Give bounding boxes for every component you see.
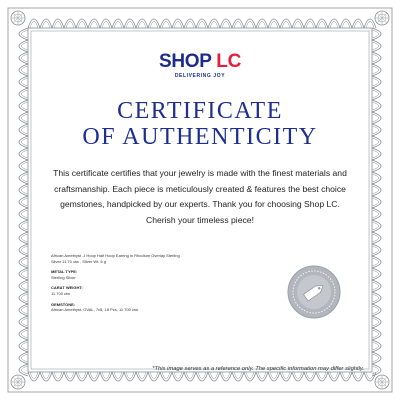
tag-seal-icon <box>286 264 342 320</box>
brand-logo <box>36 52 364 79</box>
product-description-line2: Silver 11.70 ctw , Silver Wt. 6 g <box>51 258 107 264</box>
logo-tagline: DELIVERING JOY <box>174 73 226 79</box>
carat-weight-block <box>51 285 281 296</box>
certificate-title-line1: CERTIFICATE <box>117 98 283 124</box>
statement-line-3: gemstones, handpicked by our experts. Thank you for choosing Shop LC. <box>60 199 340 209</box>
gemstone-value: African Amethyst, OVAL, 7x5, 18 Pcs, 11.700 ctw <box>51 307 139 313</box>
reference-disclaimer: *This image serves as a reference only. The specific information may differ slightly. <box>152 366 364 372</box>
gemstone-block <box>51 302 281 313</box>
metal-type-label: METAL TYPE: <box>51 269 78 275</box>
logo-lc-text: LC <box>216 51 242 72</box>
logo-shop-text: SHOP <box>158 51 212 72</box>
metal-type-value: Sterling Silver <box>51 274 76 280</box>
gemstone-label: GEMSTONE: <box>51 301 76 307</box>
certificate-title-line2: OF AUTHENTICITY <box>82 124 318 150</box>
product-description <box>51 253 281 264</box>
logo-wordmark <box>36 52 364 72</box>
carat-weight-label: CARAT WEIGHT: <box>51 285 83 291</box>
statement-line-2: craftsmanship. Each piece is meticulously created & features the best choice <box>54 183 346 194</box>
statement-line-1: This certificate certifies that your jewelry is made with the finest materials and <box>53 168 347 178</box>
statement-line-4: Cherish your timeless piece! <box>146 214 254 225</box>
metal-type-block <box>51 269 281 280</box>
product-details <box>51 253 281 318</box>
carat-weight-value: 11.700 ctw <box>51 290 71 296</box>
certificate-statement <box>40 166 360 228</box>
certificate-content <box>36 36 364 372</box>
product-description-line1: African Amethyst .J Hoop Half Hoop Earring in Rhodium Overlay Sterling <box>51 253 180 258</box>
